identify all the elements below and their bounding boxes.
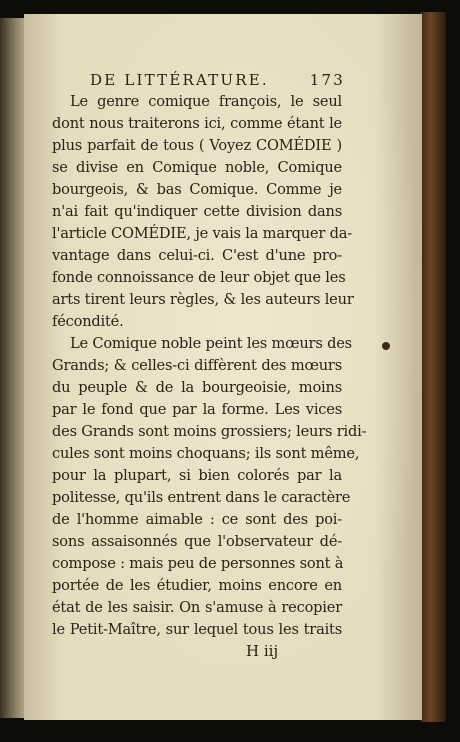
page-number: 173 <box>309 71 345 89</box>
text-line: des Grands sont moins grossiers; leurs ridi- <box>52 423 367 440</box>
text-line: état de les saisir. On s'amuse à recopier <box>52 599 342 616</box>
running-header <box>90 71 345 89</box>
page-fore-edge <box>420 12 446 722</box>
running-title: DE LITTÉRATURE. <box>90 71 269 89</box>
text-line: Grands; & celles-ci diffèrent des mœurs <box>52 357 342 374</box>
signature-mark: H iij <box>246 642 279 660</box>
text-line: fonde connoissance de leur objet que les <box>52 269 346 286</box>
text-line: pour la plupart, si bien colorés par la <box>52 467 342 484</box>
text-line: se divise en Comique noble, Comique <box>52 159 342 176</box>
text-line: l'article COMÉDIE, je vais la marquer da- <box>52 225 352 242</box>
text-line: sons assaisonnés que l'observateur dé- <box>52 533 342 550</box>
text-line: du peuple & de la bourgeoisie, moins <box>52 379 342 396</box>
text-line: plus parfait de tous ( Voyez COMÉDIE ) <box>52 137 342 154</box>
text-line: le Petit-Maître, sur lequel tous les traits <box>52 621 342 638</box>
text-line: Le Comique noble peint les mœurs des <box>70 335 352 352</box>
text-line: fécondité. <box>52 313 124 330</box>
text-line: arts tirent leurs règles, & les auteurs leur <box>52 291 354 308</box>
text-line: politesse, qu'ils entrent dans le caractère <box>52 489 351 506</box>
text-line: de l'homme aimable : ce sont des poi- <box>52 511 342 528</box>
text-line: bourgeois, & bas Comique. Comme je <box>52 181 342 198</box>
text-line: dont nous traiterons ici, comme étant le <box>52 115 342 132</box>
text-line: n'ai fait qu'indiquer cette division dans <box>52 203 342 220</box>
text-line: cules sont moins choquans; ils sont même, <box>52 445 360 462</box>
text-line: compose : mais peu de personnes sont à <box>52 555 344 572</box>
text-line: vantage dans celui-ci. C'est d'une pro- <box>52 247 342 264</box>
text-line: portée de les étudier, moins encore en <box>52 577 342 594</box>
text-line: Le genre comique françois, le seul <box>70 93 342 110</box>
ink-spot <box>382 342 390 350</box>
text-line: par le fond que par la forme. Les vices <box>52 401 342 418</box>
